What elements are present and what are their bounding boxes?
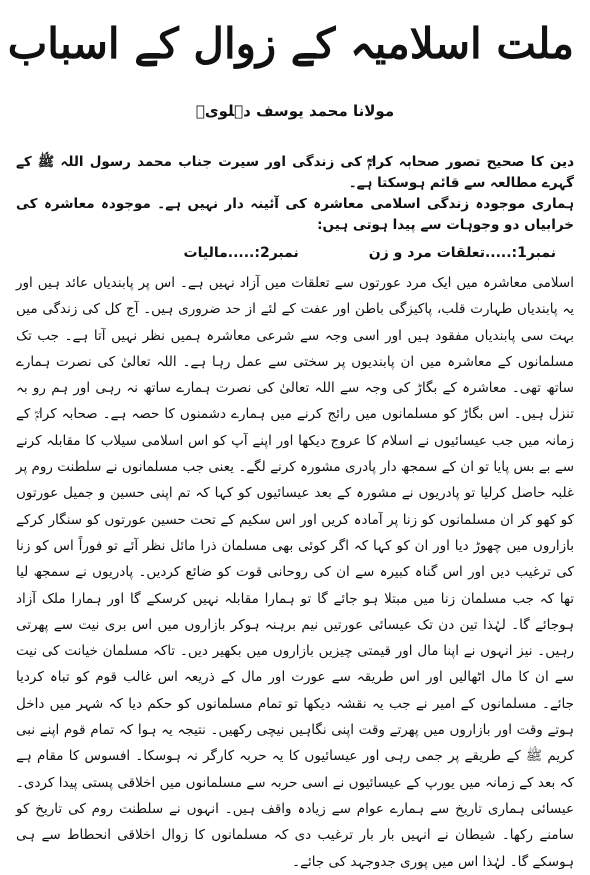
intro-line-2: ہماری موجودہ زندگی اسلامی معاشرہ کی آئینہ دار نہیں ہے۔ موجودہ معاشرہ کی خرابیاں دو وجوہات سے پیدا ہوتی ہیں: [16, 196, 574, 233]
article-body [16, 270, 574, 875]
section-headings [16, 242, 556, 264]
article-author: مولانا محمد یوسف دہلویؒ [195, 102, 395, 120]
article-intro [16, 152, 574, 236]
body-paragraph: اسلامی معاشرہ میں ایک مرد عورتوں سے تعلقات میں آزاد نہیں ہے۔ اس پر پابندیاں عائد ہیں اور یہ پابندیاں طہارت قلب، پاکیزگی باطن اور عفت کے لئے از حد ضروری ہیں۔ آج کل کی زندگی میں بہت سی پابندیاں مفقود ہیں اور اسی وجہ سے شرعی معاشرہ ہمیں نظر نہیں آتا ہے۔ جب تک مسلمانوں کے معاشرہ میں ان پابندیوں پر سختی سے عمل رہا ہے۔ اللہ تعالیٰ کی نصرت ہمارے ساتھ تھی۔ معاشرہ کے بگاڑ کی وجہ سے اللہ تعالیٰ کی نصرت ہمارے ساتھ نہ رہی اور ہم رو بہ تنزل ہیں۔ اس بگاڑ کو مسلمانوں میں رائج کرنے میں ہمارے دشمنوں کا حصہ ہے۔ صحابہ کرامؓ کے زمانہ میں جب عیسائیوں نے اسلام کا عروج دیکھا اور اپنے آپ کو اس اسلامی سیلاب کا مقابلہ کرنے سے بے بس پایا تو ان کے سمجھ دار پادری مشورہ کرنے لگے۔ یعنی جب مسلمانوں نے سلطنت روم پر غلبہ حاصل کرلیا تو پادریوں نے مشورہ کے بعد عیسائیوں کو کہا کہ تم اپنی حسین و جمیل عورتوں کو کھو کر ان مسلمانوں کو زنا پر آمادہ کریں اور اس سکیم کے تحت حسین عورتوں کو سنگار کرکے بازاروں میں چھوڑ دیا اور ان کو کہا کہ اگر کوئی بھی مسلمان ذرا مائل نظر آئے تو فوراً اس کو زنا کی ترغیب دیں اور اس گناہ کبیرہ سے ان کی روحانی قوت کو ضائع کردیں۔ پادریوں نے سمجھ لیا تھا کہ جب مسلمان زنا میں مبتلا ہو جائے گا تو ہمارا مقابلہ نہیں کرسکے گا اور ہمارا ملک آزاد ہوجائے گا۔ لہٰذا تین دن تک عیسائی عورتیں نیم برہنہ ہوکر بازاروں میں اس بری نیت سے پھرتی رہیں۔ نیز انہوں نے اپنا مال اور قیمتی چیزیں بازاروں میں بکھیر دیں۔ تاکہ مسلمان خیانت کی نیت سے ان کا مال اٹھالیں اور اس طریقہ سے عورت اور مال کے ذریعہ اس غالب قوم کو تباہ کردیا جائے۔ مسلمانوں کے امیر نے جب یہ نقشہ دیکھا تو تمام مسلمانوں کو حکم دیا کہ شہر میں داخل ہوتے وقت اور بازاروں میں پھرتے وقت اپنی نگاہیں نیچی رکھیں۔ نتیجہ یہ ہوا کہ تمام قوم اپنے نبی کریم ﷺ کے طریقے پر جمی رہی اور عیسائیوں کا یہ حربہ کارگر نہ ہوسکا۔ افسوس کا مقام ہے کہ بعد کے زمانہ میں یورپ کے عیسائیوں نے اسی حربہ سے مسلمانوں میں اخلاقی پستی پیدا کردی۔ عیسائی ہماری تاریخ سے ہمارے عوام سے زیادہ واقف ہیں۔ انہوں نے سلطنت روم کی تاریخ کو سامنے رکھا۔ شیطان نے انہیں بار بار ترغیب دی کہ مسلمانوں کا زوال اخلاقی انحطاط سے ہی ہوسکے گا۔ لہٰذا اس میں پوری جدوجہد کی جائے۔ [16, 275, 574, 870]
heading-finances: نمبر2:.....مالیات [183, 245, 299, 261]
article-title: ملت اسلامیہ کے زوال کے اسباب [7, 19, 574, 68]
heading-relations: نمبر1:.....تعلقات مرد و زن [368, 245, 556, 261]
intro-line-1: دین کا صحیح تصور صحابہ کرامؓ کی زندگی اور سیرت جناب محمد رسول اللہ ﷺ کے گہرے مطالعہ سے قائم ہوسکتا ہے۔ [16, 154, 574, 191]
